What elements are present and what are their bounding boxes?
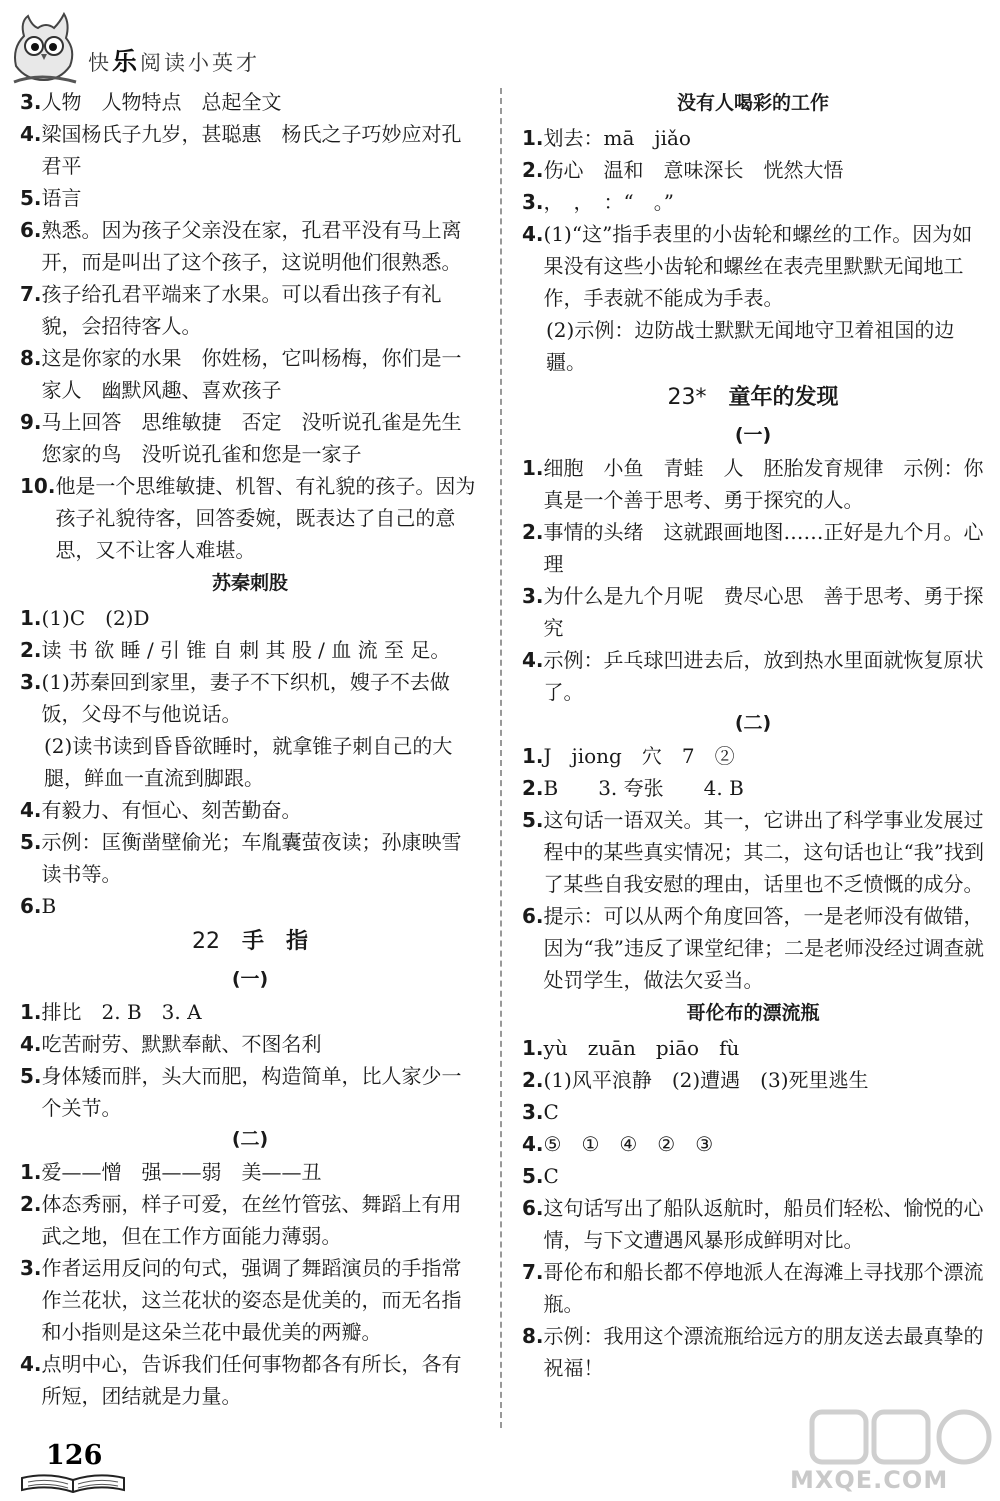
answer-number: 4.: [20, 1352, 42, 1376]
answer-text: (2)读书读到昏昏欲睡时，就拿锥子刺自己的大腿，鲜血一直流到脚跟。: [44, 734, 453, 790]
lesson-name: 童年的发现: [728, 385, 839, 410]
answer-text: 排比 2. B 3. A: [41, 1000, 202, 1024]
left-column: [20, 86, 480, 1412]
watermark: [782, 1408, 997, 1500]
answer-number: 4.: [522, 1132, 544, 1156]
answer-item: [20, 182, 480, 214]
answer-item: [20, 118, 480, 182]
brand-highlight: 乐: [112, 47, 141, 76]
answer-text: 吃苦耐劳、默默奉献、不图名利: [41, 1032, 322, 1056]
lesson-number: 22: [191, 929, 220, 954]
answer-item: [20, 996, 480, 1028]
answer-item: [20, 214, 480, 278]
answer-text: 划去：mā jiǎo: [543, 126, 691, 150]
answer-text: (1)C (2)D: [41, 606, 150, 630]
answer-text: 熟悉。因为孩子父亲没在家，孔君平没有马上离开，而是叫出了这个孩子，这说明他们很熟悉。: [41, 218, 462, 274]
answer-item: [522, 516, 984, 580]
answer-item: [20, 602, 480, 634]
answer-text: 事情的头绪 这就跟画地图……正好是九个月。心理: [543, 520, 984, 576]
answer-text: 体态秀丽，样子可爱，在丝竹管弦、舞蹈上有用武之地，但在工作方面能力薄弱。: [41, 1192, 462, 1248]
answer-text: C: [543, 1100, 559, 1124]
answer-text: (1)苏秦回到家里，妻子不下织机，嫂子不去做饭，父母不与他说话。: [41, 670, 450, 726]
brand-rest: 阅读小英才: [140, 51, 261, 75]
part-title: (一): [231, 968, 269, 990]
answer-text: 这句话写出了船队返航时，船员们轻松、愉悦的心情，与下文遭遇风暴形成鲜明对比。: [543, 1196, 984, 1252]
answer-number: 7.: [522, 1260, 544, 1284]
answer-text: 细胞 小鱼 青蛙 人 胚胎发育规律 示例：你真是一个善于思考、勇于探究的人。: [543, 456, 984, 512]
answer-number: 10.: [20, 474, 56, 498]
answer-item: [20, 1188, 480, 1252]
answer-number: 3.: [20, 670, 42, 694]
answer-item: [522, 1192, 984, 1256]
watermark-url: MXQE.COM: [790, 1466, 949, 1494]
answer-item: [522, 186, 984, 218]
answer-number: 1.: [20, 606, 42, 630]
answer-number: 8.: [522, 1324, 544, 1348]
answer-text: 马上回答 思维敏捷 否定 没听说孔雀是先生您家的鸟 没听说孔雀和您是一家子: [41, 410, 462, 466]
answer-number: 1.: [522, 744, 544, 768]
answer-text: 示例：匡衡凿壁偷光；车胤囊萤夜读；孙康映雪读书等。: [41, 830, 462, 886]
answer-number: [20, 730, 44, 794]
answer-number: 3.: [522, 190, 544, 214]
answer-item: [522, 804, 984, 900]
answer-item: [522, 1064, 984, 1096]
answer-item: [522, 580, 984, 644]
answer-number: 9.: [20, 410, 42, 434]
answer-item: [20, 86, 480, 118]
answer-item: [522, 314, 984, 378]
answer-item: [20, 730, 480, 794]
answer-text: 哥伦布和船长都不停地派人在海滩上寻找那个漂流瓶。: [543, 1260, 984, 1316]
section-title: 苏秦刺股: [211, 572, 288, 594]
answer-number: 2.: [522, 776, 544, 800]
answer-text: 作者运用反问的句式，强调了舞蹈演员的手指常作兰花状，这兰花状的姿态是优美的，而无名指和小指则是这朵兰花中最优美的两瓣。: [41, 1256, 462, 1344]
answer-item: [20, 1252, 480, 1348]
answer-item: [20, 666, 480, 730]
right-column: [522, 86, 984, 1384]
answer-text: (1)“这”指手表里的小齿轮和螺丝的工作。因为如果没有这些小齿轮和螺丝在表壳里默默无闻地工作，手表就不能成为手表。: [543, 222, 973, 310]
answer-text: 点明中心，告诉我们任何事物都各有所长，各有所短，团结就是力量。: [41, 1352, 462, 1408]
owl-icon: [10, 8, 80, 88]
page-number: 126: [46, 1440, 103, 1471]
answer-number: 2.: [522, 1068, 544, 1092]
lesson-title: [20, 924, 480, 960]
answer-item: [522, 154, 984, 186]
answer-number: 4.: [20, 798, 42, 822]
answer-number: 2.: [20, 638, 42, 662]
answer-text: 爱——憎 强——弱 美——丑: [41, 1160, 322, 1184]
lesson-number: 23*: [667, 385, 707, 410]
answer-number: 1.: [20, 1000, 42, 1024]
answer-number: 3.: [522, 1100, 544, 1124]
answer-item: [20, 406, 480, 470]
brand-title: [88, 42, 260, 78]
answer-number: 7.: [20, 282, 42, 306]
answer-text: 读 书 欲 睡 / 引 锥 自 刺 其 股 / 血 流 至 足。: [41, 638, 451, 662]
answer-number: 2.: [20, 1192, 42, 1216]
answer-item: [20, 470, 480, 566]
answer-item: [20, 826, 480, 890]
answer-text: 有毅力、有恒心、刻苦勤奋。: [41, 798, 302, 822]
answer-text: J jiong 穴 7 ②: [543, 744, 735, 768]
answer-number: 3.: [20, 1256, 42, 1280]
part-title: (二): [231, 1128, 269, 1150]
answer-number: 6.: [522, 1196, 544, 1220]
answer-item: [20, 1028, 480, 1060]
answer-text: 示例：乒乓球凹进去后，放到热水里面就恢复原状了。: [543, 648, 984, 704]
answer-text: 这是你家的水果 你姓杨，它叫杨梅，你们是一家人 幽默风趣、喜欢孩子: [41, 346, 462, 402]
answer-item: [20, 1348, 480, 1412]
answer-item: [522, 1256, 984, 1320]
part-title: (一): [734, 424, 772, 446]
answer-text: 提示：可以从两个角度回答，一是老师没有做错，因为“我”违反了课堂纪律；二是老师没经过调查就处罚学生，做法欠妥当。: [543, 904, 984, 992]
answer-item: [522, 1096, 984, 1128]
answer-item: [522, 218, 984, 314]
answer-item: [522, 740, 984, 772]
answer-text: 语言: [41, 186, 82, 210]
answer-text: B: [41, 894, 57, 918]
answer-number: 2.: [522, 520, 544, 544]
answer-number: 8.: [20, 346, 42, 370]
answer-item: [522, 1320, 984, 1384]
answer-text: 他是一个思维敏捷、机智、有礼貌的孩子。因为孩子礼貌待客，回答委婉，既表达了自己的意思，又不让客人难堪。: [55, 474, 476, 562]
answer-text: 伤心 温和 意味深长 恍然大悟: [543, 158, 844, 182]
answer-text: yù zuān piāo fù: [543, 1036, 740, 1060]
answer-number: 4.: [20, 1032, 42, 1056]
answer-item: [20, 794, 480, 826]
answer-number: 4.: [522, 648, 544, 672]
answer-number: 1.: [522, 126, 544, 150]
answer-number: 1.: [522, 1036, 544, 1060]
answer-item: [522, 644, 984, 708]
part-title: (二): [734, 712, 772, 734]
answer-text: B 3. 夸张 4. B: [543, 776, 744, 800]
answer-item: [522, 1160, 984, 1192]
answer-item: [522, 452, 984, 516]
answer-item: [20, 1156, 480, 1188]
section-title: 没有人喝彩的工作: [676, 92, 829, 114]
answer-text: (1)风平浪静 (2)遭遇 (3)死里逃生: [543, 1068, 869, 1092]
answer-text: (2)示例：边防战士默默无闻地守卫着祖国的边疆。: [546, 318, 955, 374]
answer-text: ⑤ ① ④ ② ③: [543, 1132, 714, 1156]
answer-number: 5.: [20, 830, 42, 854]
answer-number: 5.: [522, 808, 544, 832]
answer-number: 5.: [20, 186, 42, 210]
answer-item: [20, 634, 480, 666]
answer-text: 梁国杨氏子九岁，甚聪惠 杨氏之子巧妙应对孔君平: [41, 122, 462, 178]
answer-number: 1.: [20, 1160, 42, 1184]
answer-item: [522, 1128, 984, 1160]
answer-item: [522, 122, 984, 154]
answer-number: 3.: [522, 584, 544, 608]
page-header: [10, 8, 290, 88]
watermark-logo: [782, 1408, 997, 1468]
answer-number: [522, 314, 546, 378]
brand-char: 快: [88, 51, 112, 75]
answer-text: 人物 人物特点 总起全文: [41, 90, 282, 114]
answer-number: 5.: [522, 1164, 544, 1188]
answer-number: 4.: [522, 222, 544, 246]
answer-number: 6.: [20, 894, 42, 918]
open-book-icon: [18, 1472, 128, 1496]
answer-item: [20, 342, 480, 406]
answer-item: [20, 890, 480, 922]
answer-number: 6.: [20, 218, 42, 242]
answer-number: 2.: [522, 158, 544, 182]
answer-item: [522, 1032, 984, 1064]
page-footer: [18, 1438, 128, 1498]
answer-text: 身体矮而胖，头大而肥，构造简单，比人家少一个关节。: [41, 1064, 462, 1120]
answer-item: [522, 772, 984, 804]
answer-number: 4.: [20, 122, 42, 146]
answer-item: [20, 278, 480, 342]
answer-number: 3.: [20, 90, 42, 114]
answer-text: ， ， ：“ 。”: [543, 190, 674, 214]
answer-number: 6.: [522, 904, 544, 928]
column-divider: [500, 88, 502, 1428]
answer-number: 5.: [20, 1064, 42, 1088]
answer-item: [522, 900, 984, 996]
section-title: 哥伦布的漂流瓶: [686, 1002, 820, 1024]
answer-text: 为什么是九个月呢 费尽心思 善于思考、勇于探究: [543, 584, 984, 640]
answer-text: 这句话一语双关。其一，它讲出了科学事业发展过程中的某些真实情况；其二，这句话也让“我”找到了某些自我安慰的理由，话里也不乏愤慨的成分。: [543, 808, 984, 896]
lesson-name: 手 指: [241, 929, 308, 954]
answer-number: 1.: [522, 456, 544, 480]
lesson-title: [522, 380, 984, 416]
answer-text: 示例：我用这个漂流瓶给远方的朋友送去最真挚的祝福！: [543, 1324, 984, 1380]
answer-text: C: [543, 1164, 559, 1188]
answer-item: [20, 1060, 480, 1124]
answer-text: 孩子给孔君平端来了水果。可以看出孩子有礼貌，会招待客人。: [41, 282, 442, 338]
